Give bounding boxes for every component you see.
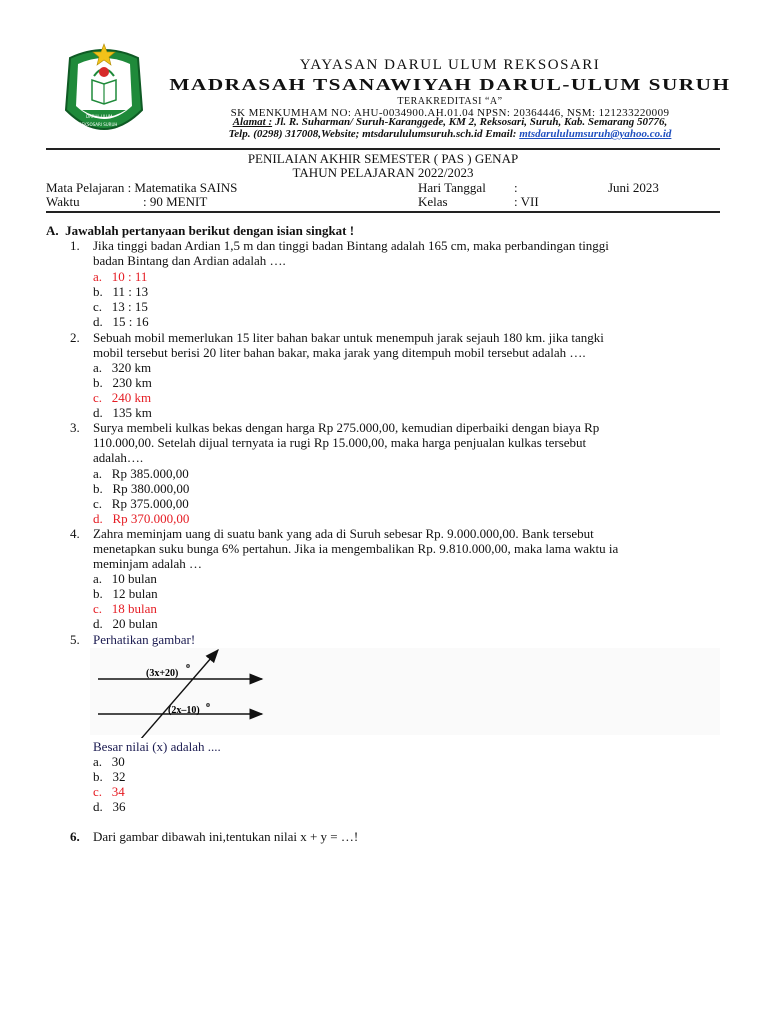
question-6-line-1: Dari gambar dibawah ini,tentukan nilai x + y = …! xyxy=(93,829,359,844)
option-letter: d. xyxy=(93,616,103,631)
option-letter: c. xyxy=(93,299,103,314)
meta-divider xyxy=(46,211,720,213)
option-text: Rp 380.000,00 xyxy=(112,481,190,496)
question-number: 4. xyxy=(70,526,80,541)
option-letter: a. xyxy=(93,360,103,375)
header-divider xyxy=(46,148,720,150)
option-text: Rp 370.000,00 xyxy=(112,511,190,526)
option-letter: c. xyxy=(93,601,103,616)
email-link[interactable]: mtsdarululumsuruh@yahoo.co.id xyxy=(519,128,672,140)
option-text: 230 km xyxy=(112,375,152,390)
option-letter: d. xyxy=(93,314,103,329)
phone-website: Telp. (0298) 317008,Website; mtsdarululumsuruh.sch.id Email: xyxy=(228,128,520,140)
option-text: 10 bulan xyxy=(111,571,157,586)
option-text: 11 : 13 xyxy=(112,284,149,299)
question-5-line-1: Perhatikan gambar! xyxy=(93,632,196,647)
option-text: 36 xyxy=(112,799,126,814)
option-letter: b. xyxy=(93,481,103,496)
option-letter: d. xyxy=(93,405,103,420)
option-letter: b. xyxy=(93,375,103,390)
option-text: 30 xyxy=(111,754,125,769)
question-3-line-2: 110.000,00. Setelah dijual ternyata ia rugi Rp 15.000,00, maka harga penjualan kulkas tersebut xyxy=(93,435,587,450)
logo-text-top: DARUL ULUM xyxy=(86,114,113,119)
question-1-option-c xyxy=(93,299,148,314)
question-3-option-c xyxy=(93,496,189,511)
question-number: 6. xyxy=(70,829,80,844)
class-label: Kelas xyxy=(418,194,448,209)
question-4-option-d xyxy=(93,616,158,631)
option-text: 135 km xyxy=(112,405,152,420)
option-text: 18 bulan xyxy=(111,601,157,616)
question-5-prompt: Besar nilai (x) adalah .... xyxy=(93,739,221,754)
option-letter: a. xyxy=(93,754,103,769)
day-label: Hari Tanggal xyxy=(418,180,486,195)
option-text: 320 km xyxy=(111,360,152,375)
question-1-line-2: badan Bintang dan Ardian adalah …. xyxy=(93,253,286,268)
question-number: 1. xyxy=(70,238,80,253)
option-letter: a. xyxy=(93,571,103,586)
section-heading xyxy=(46,223,354,239)
accreditation: TERAKREDITASI “A” xyxy=(397,96,503,107)
question-number: 2. xyxy=(70,330,80,345)
date-value: Juni 2023 xyxy=(608,180,659,195)
degree-mark: o xyxy=(206,700,210,709)
question-4-option-c xyxy=(93,601,157,616)
section-title: Jawablah pertanyaan berikut dengan isian singkat ! xyxy=(65,223,355,238)
option-text: 15 : 16 xyxy=(112,314,149,329)
option-text: Rp 385.000,00 xyxy=(111,466,189,481)
time-label: Waktu xyxy=(46,194,80,209)
question-number: 5. xyxy=(70,632,80,647)
section-letter: A. xyxy=(46,223,59,238)
option-text: 34 xyxy=(111,784,125,799)
address-text: Jl. R. Suharman/ Suruh-Karanggede, KM 2, Reksosari, Suruh, Kab. Semarang 50776, xyxy=(272,116,668,128)
question-3-line-1: Surya membeli kulkas bekas dengan harga Rp 275.000,00, kemudian diperbaiki dengan biaya Rp xyxy=(93,420,600,435)
question-2-option-b xyxy=(93,375,152,390)
subject-label: Mata Pelajaran : Matematika SAINS xyxy=(46,180,238,195)
exam-title: PENILAIAN AKHIR SEMESTER ( PAS ) GENAP xyxy=(247,151,519,166)
parallel-lines-figure xyxy=(90,648,290,738)
option-letter: d. xyxy=(93,799,103,814)
question-2-option-d xyxy=(93,405,152,420)
class-value: : VII xyxy=(514,194,539,209)
school-name: MADRASAH TSANAWIYAH DARUL-ULUM SURUH xyxy=(169,75,731,94)
option-text: 12 bulan xyxy=(112,586,158,601)
question-2-line-2: mobil tersebut berisi 20 liter bahan bakar, maka jarak yang ditempuh mobil tersebut adalah …. xyxy=(93,345,586,360)
legal-numbers: SK MENKUMHAM NO: AHU-0034900.AH.01.04 NPSN: 20364446, NSM: 121233220009 xyxy=(230,107,670,119)
exam-year: TAHUN PELAJARAN 2022/2023 xyxy=(292,165,474,180)
option-letter: b. xyxy=(93,769,103,784)
question-5-option-c xyxy=(93,784,125,799)
option-text: Rp 375.000,00 xyxy=(111,496,189,511)
question-4-line-1: Zahra meminjam uang di suatu bank yang ada di Suruh sebesar Rp. 9.000.000,00. Bank tersebut xyxy=(93,526,594,541)
option-letter: a. xyxy=(93,269,103,284)
address-label: Alamat : xyxy=(232,116,273,128)
school-address xyxy=(150,116,750,128)
question-number: 3. xyxy=(70,420,80,435)
degree-mark: o xyxy=(186,661,190,670)
option-text: 13 : 15 xyxy=(111,299,148,314)
question-4-line-2: menetapkan suku bunga 6% pertahun. Jika ia mengembalikan Rp. 9.810.000,00, maka lama waktu ia xyxy=(93,541,619,556)
question-3-option-b xyxy=(93,481,189,496)
option-letter: c. xyxy=(93,496,103,511)
option-letter: d. xyxy=(93,511,103,526)
question-4-line-3: meminjam adalah … xyxy=(93,556,203,571)
question-2-line-1: Sebuah mobil memerlukan 15 liter bahan bakar untuk menempuh jarak sejauh 180 km. jika tangki xyxy=(93,330,604,345)
time-value: : 90 MENIT xyxy=(143,194,208,209)
option-letter: b. xyxy=(93,586,103,601)
foundation-name: YAYASAN DARUL ULUM REKSOSARI xyxy=(299,57,601,73)
day-colon: : xyxy=(514,180,518,195)
option-letter: b. xyxy=(93,284,103,299)
question-5-option-b xyxy=(93,769,126,784)
option-text: 32 xyxy=(112,769,126,784)
option-letter: c. xyxy=(93,390,103,405)
angle-top-label: (3x+20) xyxy=(146,668,179,679)
option-letter: c. xyxy=(93,784,103,799)
contact-line xyxy=(150,128,750,140)
question-2-option-a xyxy=(93,360,151,375)
transversal-line xyxy=(140,650,218,738)
question-5-option-a xyxy=(93,754,125,769)
question-3-option-d xyxy=(93,511,189,526)
option-text: 10 : 11 xyxy=(111,269,148,284)
question-1-line-1: Jika tinggi badan Ardian 1,5 m dan tinggi badan Bintang adalah 165 cm, maka perbandingan tinggi xyxy=(93,238,609,253)
question-2-option-c xyxy=(93,390,151,405)
question-4-option-b xyxy=(93,586,158,601)
question-5-option-d xyxy=(93,799,126,814)
option-letter: a. xyxy=(93,466,103,481)
question-1-option-b xyxy=(93,284,148,299)
logo-text-bottom: REKSOSARI SURUH xyxy=(79,122,118,127)
angle-bottom-label: (2x–10) xyxy=(168,705,200,716)
option-text: 20 bulan xyxy=(112,616,158,631)
question-4-option-a xyxy=(93,571,157,586)
question-1-option-a xyxy=(93,269,147,284)
question-3-line-3: adalah…. xyxy=(93,450,144,465)
option-text: 240 km xyxy=(111,390,152,405)
question-1-option-d xyxy=(93,314,149,329)
question-3-option-a xyxy=(93,466,189,481)
